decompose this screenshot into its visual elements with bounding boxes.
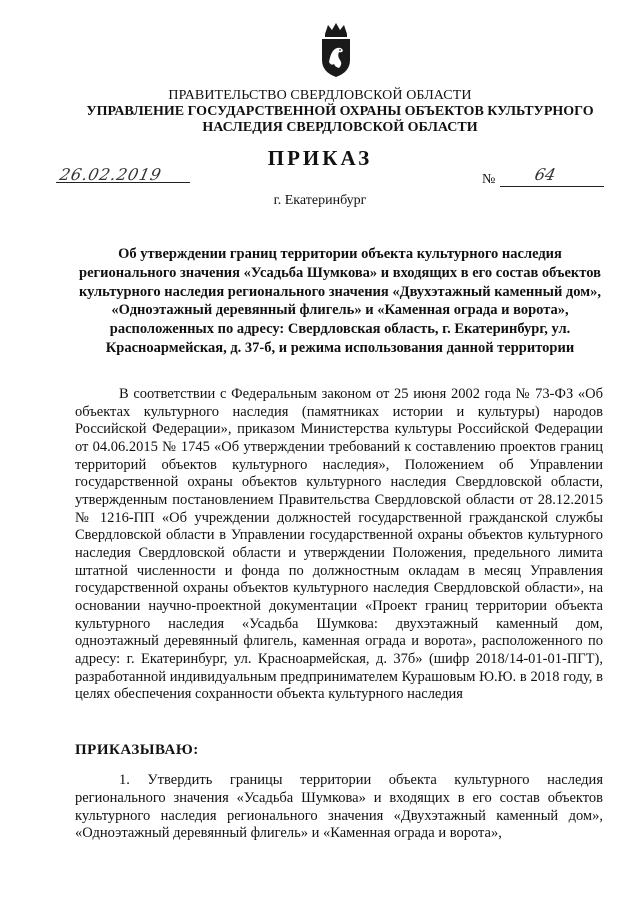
- department-name: УПРАВЛЕНИЕ ГОСУДАРСТВЕННОЙ ОХРАНЫ ОБЪЕКТОВ КУЛЬТУРНОГО НАСЛЕДИЯ СВЕРДЛОВСКОЙ ОБЛАСТИ: [86, 104, 594, 135]
- city: г. Екатеринбург: [273, 193, 367, 208]
- number-underline: [500, 186, 604, 187]
- document-type: ПРИКАЗ: [267, 146, 373, 170]
- number-label: №: [482, 172, 496, 187]
- preamble-paragraph: В соответствии с Федеральным законом от 25 июня 2002 года № 73-ФЗ «Об объектах культурного наследия (памятниках истории и культуры) народов Российской Федерации», приказом Министерства культуры Российской Федерации от 04.06.2015 № 1745 «Об утверждении требований к составлению проектов границ территорий объектов культурного наследия», Положением об Управлении государственной охраны объектов культурного наследия Свердловской области, утвержденным постановлением Правительства Свердловской области от 28.12.2015 № 1216-ПП «Об учреждении должностей государственной гражданской службы Свердловской области в Управлении государственной охраны объектов культурного наследия Свердловской области и утверждении Положения, предельного лимита штатной численности и фонда по должностным окладам в месяц Управления государственной охраны объектов культурного наследия Свердловской области», на основании научно-проектной документации «Проект границ территории объекта культурного наследия «Усадьба Шумкова: двухэтажный каменный дом, одноэтажный деревянный флигель, каменная ограда и ворота», расположенного по адресу: г. Екатеринбург, ул. Красноармейская, д. 37б» (шифр 2018/14-01-01-ПГТ), разработанной индивидуальным предпринимателем Курашовым Ю.Ю. в 2018 году, в целях обеспечения сохранности объекта культурного наследия: [75, 386, 603, 703]
- government-name: ПРАВИТЕЛЬСТВО СВЕРДЛОВСКОЙ ОБЛАСТИ: [168, 88, 472, 103]
- document-title: Об утверждении границ территории объекта культурного наследия регионального значения «Усадьба Шумкова» и входящих в его состав объектов культурного наследия регионального значения «Двухэтажный каменный дом», «Одноэтажный деревянный флигель» и «Каменная ограда и ворота», расположенных по адресу: Свердловская область, г. Екатеринбург, ул. Красноармейская, д. 37-б, и режима использования данной территории: [78, 246, 601, 356]
- document-number: 64: [532, 165, 558, 184]
- order-heading: ПРИКАЗЫВАЮ:: [75, 742, 199, 758]
- date-underline: [56, 182, 190, 183]
- coat-of-arms-icon: [317, 20, 355, 78]
- order-item-1: 1. Утвердить границы территории объекта культурного наследия регионального значения «Усадьба Шумкова» и входящих в его состав объектов культурного наследия регионального значения «Двухэтажный каменный дом», «Одноэтажный деревянный флигель» и «Каменная ограда и ворота»,: [75, 772, 603, 842]
- document-date: 26.02.2019: [57, 165, 164, 184]
